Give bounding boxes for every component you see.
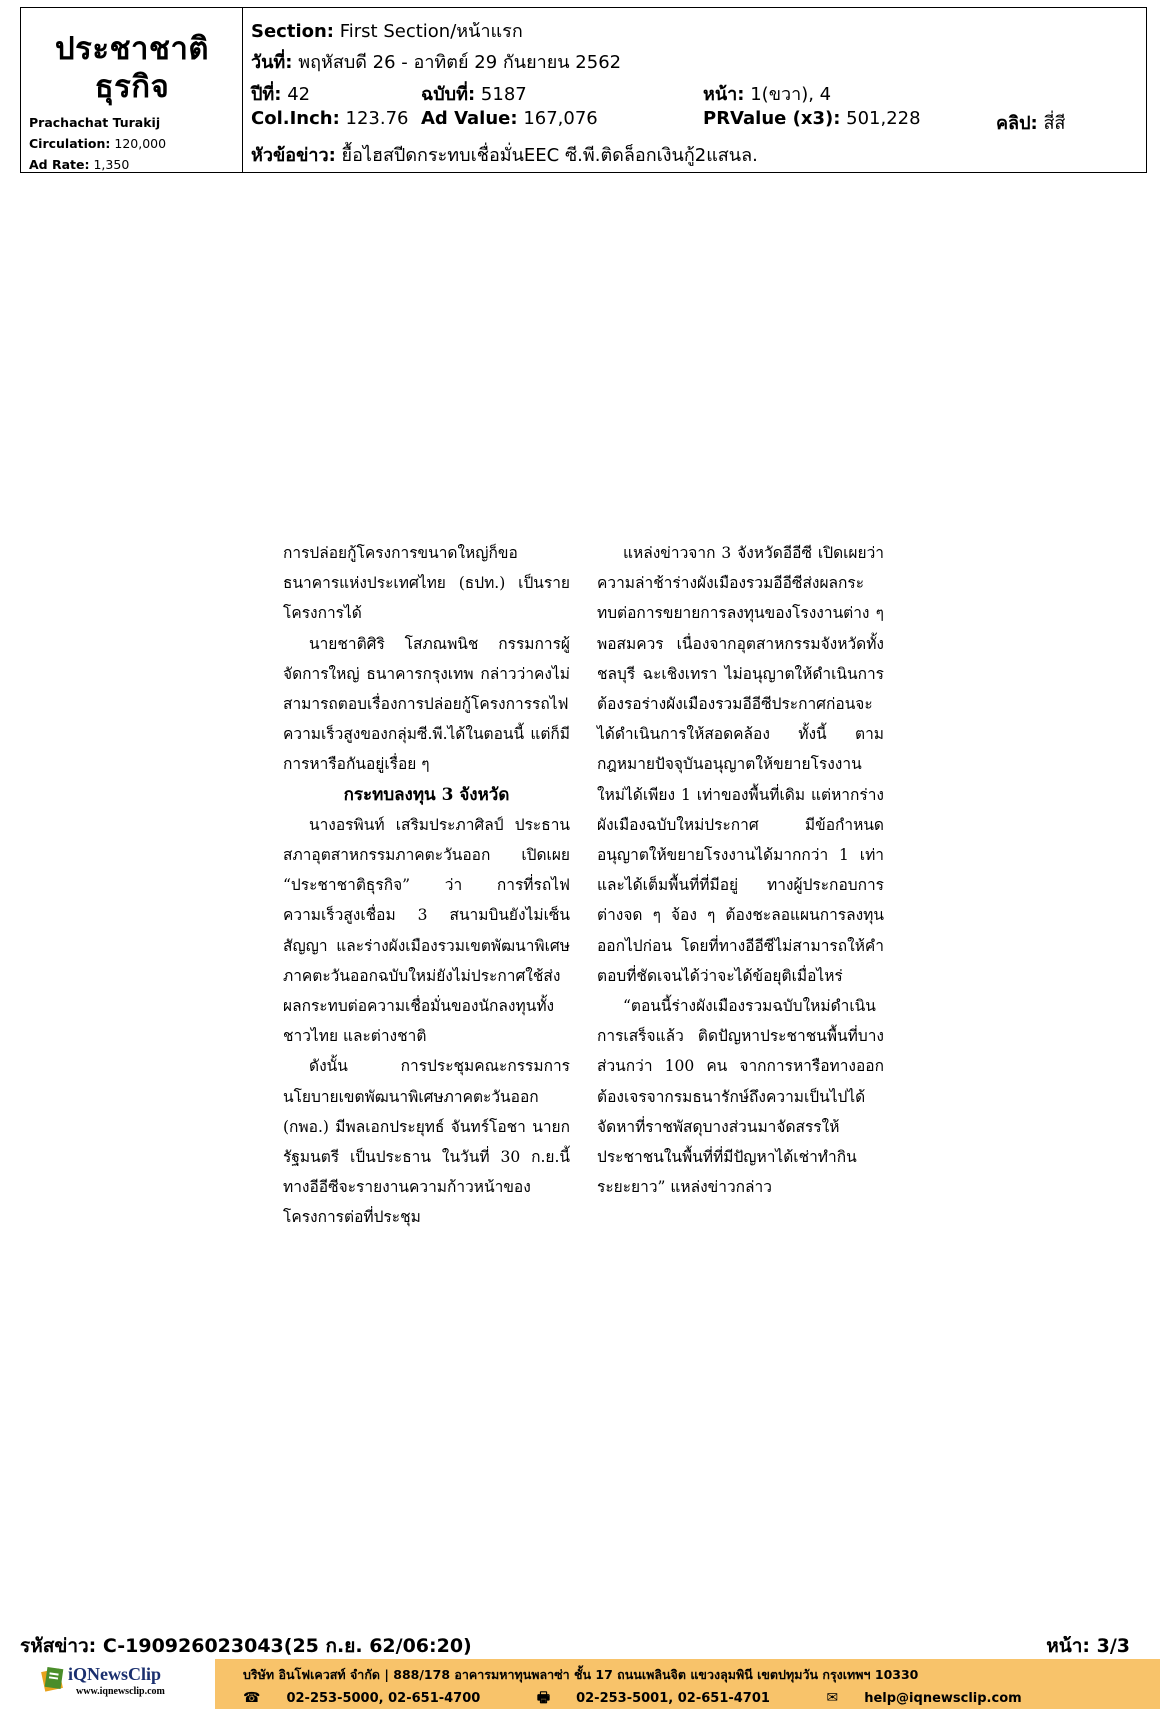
circulation [29, 133, 166, 154]
ad-rate-label: Ad Rate: [29, 157, 90, 172]
footer-contact-bar [215, 1659, 1160, 1709]
article-paragraph: “ตอนนี้ร่างผังเมืองรวมฉบับใหม่ดำเนินการเสร็จแล้ว ติดปัญหาประชาชนพื้นที่บางส่วนกว่า 100 คน จากการหารือทางออกต้องเจรจากรมธนารักษ์ถึงความเป็นไปได้จัดหาที่ราชพัสดุบางส่วนมาจัดสรรให้ประชาชนในพื้นที่ที่มีปัญหาได้เช่าทำกินระยะยาว” แหล่งข่าวกล่าว [597, 997, 884, 1197]
prvalue-row [703, 108, 921, 129]
date-row [251, 47, 621, 76]
article-paragraph: นางอรพินท์ เสริมประภาศิลป์ ประธานสภาอุตสาหกรรมภาคตะวันออก เปิดเผย “ประชาชาติธุรกิจ” ว่า การที่รถไฟความเร็วสูงเชื่อม 3 สนามบินยังไม่เซ็นสัญญา และร่างผังเมืองรวมเขตพัฒนาพิเศษภาคตะวันออกฉบับใหม่ยังไม่ประกาศใช้ส่งผลกระทบต่อความเชื่อมั่นของนักลงทุนทั้งชาวไทย และต่างชาติ [283, 815, 570, 1046]
brand-url: www.iqnewsclip.com [76, 1686, 165, 1697]
section-label: Section: [251, 21, 334, 42]
article-subheading: กระทบลงทุน 3 จังหวัด [343, 784, 510, 805]
contact-row [243, 1687, 1074, 1711]
clip-color-label: คลิป: [996, 113, 1038, 134]
colinch-row [251, 108, 409, 129]
circulation-value: 120,000 [114, 136, 167, 151]
section-row [251, 16, 523, 45]
publication-meta [29, 112, 166, 175]
article-paragraph: ดังนั้น การประชุมคณะกรรมการนโยบายเขตพัฒนาพิเศษภาคตะวันออก (กพอ.) มีพลเอกประยุทธ์ จันทร์โอชา นายกรัฐมนตรี เป็นประธาน ในวันที่ 30 ก.ย.นี้ ทางอีอีซีจะรายงานความก้าวหน้าของโครงการต่อที่ประชุม [283, 1057, 570, 1227]
clip-color-row [996, 108, 1065, 137]
fax-number: 02-253-5001, 02-651-4701 [576, 1691, 770, 1706]
headline-label: หัวข้อข่าว: [251, 145, 336, 166]
article-paragraph: แหล่งข่าวจาก 3 จังหวัดอีอีซี เปิดเผยว่า ความล่าช้าร่างผังเมืองรวมอีอีซีส่งผลกระทบต่อการขยายการลงทุนของโรงงานต่าง ๆ พอสมควร เนื่องจากอุตสาหกรรมจังหวัดทั้งชลบุรี ฉะเชิงเทรา ไม่อนุญาตให้ดำเนินการ ต้องรอร่างผังเมืองรวมอีอีซีประกาศก่อนจะได้ดำเนินการให้สอดคล้อง ทั้งนี้ ตามกฎหมายปัจจุบันอนุญาตให้ขยายโรงงานใหม่ได้เพียง 1 เท่าของพื้นที่เดิม แต่หากร่างผังเมืองฉบับใหม่ประกาศ มีข้อกำหนดอนุญาตให้ขยายโรงงานได้มากกว่า 1 เท่า และได้เต็มพื้นที่ที่มีอยู่ ทางผู้ประกอบการต่างจด ๆ จ้อง ๆ ต้องชะลอแผนการลงทุนออกไปก่อน โดยที่ทางอีอีซีไม่สามารถให้คำตอบที่ชัดเจนได้ว่าจะได้ข้อยุติเมื่อไหร่ [597, 544, 884, 985]
prvalue-label: PRValue (x3): [703, 108, 841, 129]
clip-header-box [20, 7, 1147, 173]
brand-name [68, 1664, 161, 1685]
issue-label: ฉบับที่: [421, 84, 476, 105]
article-column-left [283, 538, 570, 1233]
section-value: First Section/หน้าแรก [339, 21, 523, 42]
date-value: พฤหัสบดี 26 - อาทิตย์ 29 กันยายน 2562 [298, 52, 622, 73]
brand-name-part: iQ [68, 1664, 88, 1684]
logo-line-1: ประชาชาติ [54, 31, 209, 67]
phone-icon: ☎ [243, 1690, 261, 1706]
issue-value: 5187 [480, 84, 527, 105]
advalue-label: Ad Value: [421, 108, 518, 129]
page-number: หน้า: 3/3 [1046, 1635, 1130, 1657]
phone-number: 02-253-5000, 02-651-4700 [286, 1691, 481, 1706]
newspaper-icon [40, 1666, 66, 1692]
page-row [703, 79, 831, 108]
year-label: ปีที่: [251, 84, 282, 105]
page-value: 1(ขวา), 4 [750, 84, 832, 105]
headline-row [251, 140, 758, 169]
printer-icon: 🖶 [536, 1690, 551, 1706]
headline-value: ยื้อไฮสปีดกระทบเชื่อมั่นEEC ซี.พี.ติดล็อกเงินกู้2แสนล. [341, 145, 758, 166]
clip-color-value: สี่สี [1043, 113, 1066, 134]
email-contact [826, 1691, 1047, 1706]
publication-logo [21, 30, 243, 106]
publication-name: Prachachat Turakij [29, 115, 161, 130]
colinch-value: 123.76 [345, 108, 409, 129]
page-label: หน้า: [703, 84, 745, 105]
advalue-row [421, 108, 598, 129]
publication-cell [21, 8, 243, 172]
ad-rate-value: 1,350 [93, 157, 130, 172]
envelope-icon: ✉ [826, 1690, 839, 1706]
ad-rate [29, 154, 166, 175]
prvalue-value: 501,228 [846, 108, 921, 129]
fax-contact [537, 1691, 796, 1706]
company-address: บริษัท อินโฟเควสท์ จำกัด | 888/178 อาคารมหาทุนพลาซ่า ชั้น 17 ถนนเพลินจิต แขวงลุมพินี เขตปทุมวัน กรุงเทพฯ 10330 [243, 1667, 919, 1682]
clip-code: รหัสข่าว: C-190926023043(25 ก.ย. 62/06:20) [20, 1635, 472, 1657]
article-paragraph: นายชาติศิริ โสภณพนิช กรรมการผู้จัดการใหญ่ ธนาคารกรุงเทพ กล่าวว่าคงไม่สามารถตอบเรื่องการปล่อยกู้โครงการรถไฟความเร็วสูงของกลุ่มซี.พี.ได้ในตอนนี้ แต่ก็มีการหารือกันอยู่เรื่อย ๆ [283, 634, 570, 774]
year-value: 42 [287, 84, 311, 105]
issue-row [421, 79, 527, 108]
date-label: วันที่: [251, 52, 293, 73]
year-row [251, 79, 310, 108]
colinch-label: Col.Inch: [251, 108, 340, 129]
circulation-label: Circulation: [29, 136, 111, 151]
article-paragraph: การปล่อยกู้โครงการขนาดใหญ่ก็ขอธนาคารแห่งประเทศไทย (ธปท.) เป็นรายโครงการได้ [283, 544, 570, 623]
email-address: help@iqnewsclip.com [864, 1691, 1022, 1706]
brand-name-part: NewsClip [87, 1664, 162, 1684]
iqnewsclip-logo [40, 1664, 215, 1704]
logo-line-2: ธุรกิจ [94, 69, 170, 105]
phone-contact [243, 1691, 506, 1706]
article-column-right [597, 538, 884, 1202]
advalue-value: 167,076 [523, 108, 598, 129]
